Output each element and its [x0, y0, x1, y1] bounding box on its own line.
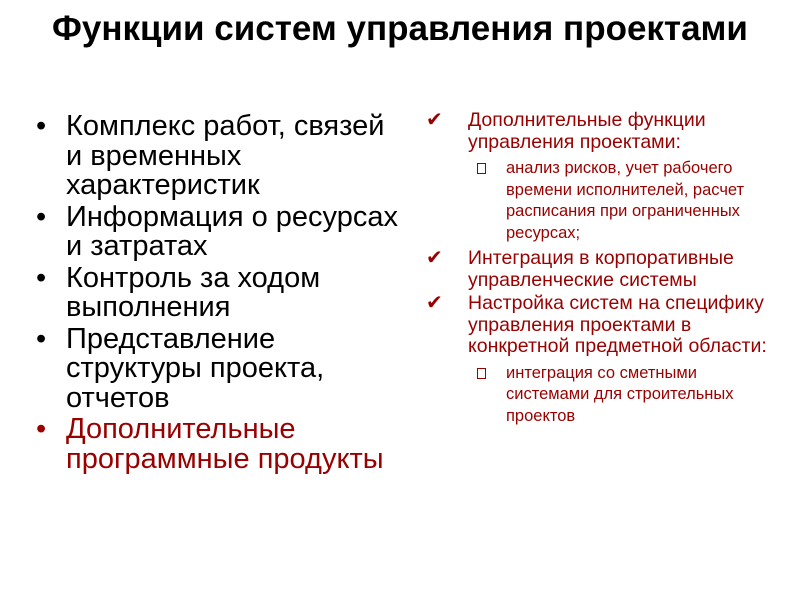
left-item-text: Дополнительные программные продукты [66, 413, 384, 475]
bullet-icon: • [36, 200, 47, 233]
bullet-icon: • [36, 110, 47, 142]
left-item-text: Представление структуры проекта, отчетов [66, 322, 325, 414]
right-item-text: Дополнительные функции управления проектами: [468, 109, 706, 153]
checkmark-icon: ✔ [426, 109, 443, 131]
right-item-text: Настройка систем на специфику управления проектами в конкретной предметной области: [468, 292, 767, 357]
sub-list [468, 363, 774, 428]
square-bullet-icon [477, 163, 486, 174]
left-list-item [30, 112, 400, 201]
left-list-item [30, 322, 400, 414]
left-item-text: Контроль за ходом выполнения [66, 261, 321, 323]
left-item-text: Информация о ресурсах и затратах [66, 200, 398, 262]
right-item-text: Интеграция в корпоративные управленческие системы [468, 247, 734, 291]
left-bullet-list [30, 112, 400, 476]
left-list-item [30, 261, 400, 323]
slide-title: Функции систем управления проектами [52, 9, 748, 48]
bullet-icon: • [36, 322, 47, 355]
sub-item-text: анализ рисков, учет рабочего времени исполнителей, расчет расписания при ограниченных ресурсах; [506, 159, 745, 242]
left-item-text: Комплекс работ, связей и временных характеристик [66, 110, 385, 201]
right-list-item [424, 110, 774, 244]
right-list-item [424, 248, 774, 291]
right-list-item [424, 293, 774, 427]
sub-list [468, 158, 774, 244]
bullet-icon: • [36, 261, 47, 294]
bullet-icon: • [36, 413, 47, 445]
checkmark-icon: ✔ [426, 247, 443, 269]
square-bullet-icon [477, 368, 486, 379]
right-check-list [424, 110, 774, 431]
left-list-item [30, 200, 400, 262]
sub-list-item [469, 363, 774, 428]
sub-item-text: интеграция со сметными системами для строительных проектов [506, 363, 734, 425]
left-list-item-highlighted [30, 415, 400, 474]
checkmark-icon: ✔ [426, 292, 443, 314]
sub-list-item [469, 158, 774, 244]
